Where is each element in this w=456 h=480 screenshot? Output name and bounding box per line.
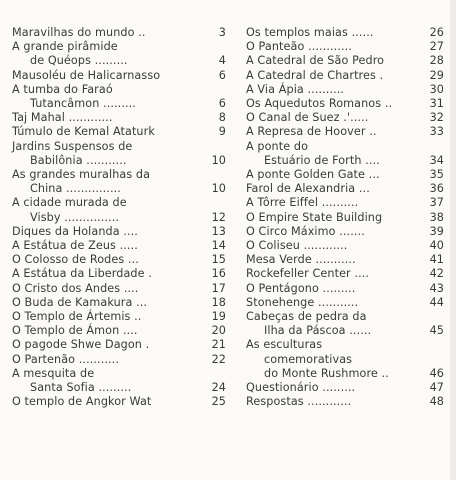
- toc-entry: [12, 26, 226, 40]
- toc-page-number: 14: [211, 239, 226, 253]
- toc-entry-title-line: Jardins Suspensos de: [12, 139, 133, 153]
- toc-page-number: 31: [429, 97, 444, 111]
- toc-page-number: 13: [211, 224, 226, 238]
- toc-entry-title-line: Ilha da Páscoa ......: [264, 324, 372, 338]
- toc-entry: [246, 338, 444, 381]
- toc-entry: [12, 282, 226, 296]
- toc-entry: [246, 310, 444, 338]
- toc-page-number: 26: [429, 26, 444, 39]
- toc-page-number: 27: [429, 40, 444, 54]
- toc-entry-title-line: China ...............: [30, 182, 121, 196]
- toc-page-number: 43: [429, 281, 444, 295]
- toc-entry-title-line: Túmulo de Kemal Ataturk: [12, 125, 155, 139]
- toc-entry-title-line: Stonehenge ...........: [246, 295, 359, 309]
- toc-entry-title-line: O Templo de Ámon ....: [12, 324, 138, 338]
- toc-entry-title-line: A Catedral de São Pedro: [246, 54, 385, 68]
- toc-page-number: 38: [429, 210, 444, 224]
- toc-page-number: 10: [211, 182, 226, 196]
- toc-entry: [12, 225, 226, 239]
- toc-entry: [246, 40, 444, 54]
- toc-left-column: [12, 26, 226, 409]
- toc-entry: [246, 69, 444, 83]
- toc-entry: [246, 267, 444, 281]
- toc-entry: [246, 395, 444, 409]
- toc-entry-title-line: O Pentágono .........: [246, 281, 356, 295]
- toc-entry: [246, 140, 444, 168]
- toc-entry: [246, 225, 444, 239]
- toc-entry-title-line: Diques da Holanda ....: [12, 224, 138, 238]
- toc-page-number: 39: [429, 224, 444, 238]
- toc-entry-title-line: A tumba do Faraó: [12, 82, 113, 96]
- toc-page-number: 41: [429, 253, 444, 267]
- toc-entry-title-line: Respostas ............: [246, 395, 352, 409]
- toc-entry: [12, 111, 226, 125]
- toc-entry-title-line: O templo de Angkor Wat: [12, 395, 152, 409]
- page-edge: [450, 0, 456, 480]
- toc-page-number: 35: [429, 168, 444, 182]
- toc-page-number: 29: [429, 68, 444, 82]
- toc-page-number: 6: [218, 97, 226, 111]
- toc-page-number: 15: [211, 253, 226, 267]
- toc-entry: [246, 111, 444, 125]
- toc-entry-title-line: Estuário de Forth ....: [264, 153, 380, 167]
- toc-entry-title-line: Questionário .........: [246, 381, 356, 395]
- toc-entry: [246, 83, 444, 97]
- toc-page-number: 22: [211, 352, 226, 366]
- toc-entry-title-line: Cabeças de pedra da: [246, 310, 367, 324]
- toc-page-number: 48: [429, 395, 444, 409]
- toc-page-number: 16: [211, 267, 226, 281]
- toc-entry: [12, 83, 226, 111]
- toc-page-number: 21: [211, 338, 226, 352]
- toc-entry-title-line: O Colosso de Rodes ...: [12, 253, 139, 267]
- toc-page-number: 36: [429, 182, 444, 196]
- toc-entry-title-line: Babilônia ...........: [30, 153, 127, 167]
- toc-entry: [246, 253, 444, 267]
- toc-entry-title-line: A ponte Golden Gate ...: [246, 168, 380, 182]
- toc-page-number: 4: [218, 54, 226, 68]
- toc-entry-title-line: Santa Sofia .........: [30, 381, 132, 395]
- toc-entry-title-line: Mausoléu de Halicarnasso: [12, 68, 161, 82]
- toc-entry-title-line: O Panteão ............: [246, 40, 352, 54]
- toc-entry-title-line: Maravilhas do mundo ..: [12, 26, 146, 39]
- toc-entry-title-line: O Buda de Kamakura ...: [12, 295, 148, 309]
- toc-entry: [246, 296, 444, 310]
- toc-entry-title-line: Visby ...............: [30, 210, 120, 224]
- toc-entry: [12, 69, 226, 83]
- toc-entry: [12, 125, 226, 139]
- toc-page-number: 3: [218, 26, 226, 39]
- toc-entry: [246, 196, 444, 210]
- toc-entry-title-line: A Estátua da Liberdade .: [12, 267, 152, 281]
- toc-page-number: 17: [211, 281, 226, 295]
- toc-page-number: 34: [429, 153, 444, 167]
- toc-entry: [12, 239, 226, 253]
- toc-entry: [12, 395, 226, 409]
- toc-entry-title-line: A Via Ápia ..........: [246, 82, 345, 96]
- toc-page-number: 37: [429, 196, 444, 210]
- toc-entry: [246, 97, 444, 111]
- toc-entry: [12, 267, 226, 281]
- toc-entry-title-line: A Tôrre Eiffel ..........: [246, 196, 359, 210]
- toc-page-number: 28: [429, 54, 444, 68]
- toc-page-number: 45: [429, 324, 444, 338]
- toc-entry: [12, 338, 226, 352]
- toc-entry-title-line: A Catedral de Chartres .: [246, 68, 384, 82]
- toc-entry: [246, 168, 444, 182]
- toc-entry: [12, 40, 226, 68]
- toc-entry-title-line: O Cristo dos Andes ....: [12, 281, 139, 295]
- toc-page-number: 10: [211, 153, 226, 167]
- toc-entry-title-line: Mesa Verde ...........: [246, 253, 356, 267]
- toc-entry-title-line: O Canal de Suez .'.....: [246, 111, 369, 125]
- toc-entry: [246, 239, 444, 253]
- toc-page-number: 44: [429, 295, 444, 309]
- toc-entry-title-line: A mesquita de: [12, 366, 95, 380]
- toc-entry-title-line: O Empire State Building: [246, 210, 383, 224]
- toc-entry-title-line: O Templo de Ártemis ..: [12, 310, 142, 324]
- toc-entry-title-line: do Monte Rushmore ..: [264, 366, 389, 380]
- toc-page-number: 32: [429, 111, 444, 125]
- toc-entry-title-line: A ponte do: [246, 139, 309, 153]
- toc-entry-title-line: As grandes muralhas da: [12, 168, 151, 182]
- toc-entry-title-line: de Quéops .........: [30, 54, 128, 68]
- toc-entry: [12, 353, 226, 367]
- toc-entry: [246, 381, 444, 395]
- toc-entry: [12, 196, 226, 224]
- toc-entry: [12, 296, 226, 310]
- toc-page-number: 9: [218, 125, 226, 139]
- toc-page-number: 18: [211, 295, 226, 309]
- toc-entry-title-line: A Represa de Hoover ..: [246, 125, 377, 139]
- toc-page-number: 42: [429, 267, 444, 281]
- toc-page-number: 6: [218, 68, 226, 82]
- toc-entry: [12, 140, 226, 168]
- toc-page-number: 8: [218, 111, 226, 125]
- toc-entry-title-line: A grande pirâmide: [12, 40, 118, 54]
- toc-entry: [12, 367, 226, 395]
- toc-entry: [12, 310, 226, 324]
- toc-entry-title-line: comemorativas: [264, 352, 353, 366]
- toc-entry-title-line: Rockefeller Center ....: [246, 267, 370, 281]
- toc-entry-title-line: O Partenão ...........: [12, 352, 119, 366]
- toc-entry-title-line: Farol de Alexandria ...: [246, 182, 370, 196]
- toc-page-number: 12: [211, 210, 226, 224]
- toc-page-number: 30: [429, 82, 444, 96]
- toc-entry: [12, 324, 226, 338]
- toc-entry-title-line: O Circo Máximo .......: [246, 224, 365, 238]
- toc-entry-title-line: A Estátua de Zeus .....: [12, 239, 138, 253]
- toc-entry: [246, 125, 444, 139]
- toc-page-number: 47: [429, 381, 444, 395]
- toc-page-number: 40: [429, 239, 444, 253]
- toc-entry-title-line: Tutancâmon .........: [30, 97, 136, 111]
- toc-entry: [246, 54, 444, 68]
- toc-entry: [246, 211, 444, 225]
- toc-entry-title-line: Os templos maias ......: [246, 26, 374, 39]
- toc-entry-title-line: As esculturas: [246, 338, 323, 352]
- toc-page-number: 24: [211, 381, 226, 395]
- toc-page-number: 46: [429, 366, 444, 380]
- toc-entry-title-line: O Coliseu ............: [246, 239, 348, 253]
- toc-page-number: 33: [429, 125, 444, 139]
- toc-right-column: [246, 26, 444, 409]
- toc-page-number: 20: [211, 324, 226, 338]
- toc-entry: [246, 26, 444, 40]
- toc-entry: [12, 253, 226, 267]
- toc-page-number: 19: [211, 310, 226, 324]
- toc-entry-title-line: Os Aquedutos Romanos ..: [246, 97, 393, 111]
- toc-entry-title-line: Taj Mahal ............: [12, 111, 113, 125]
- toc-entry-title-line: A cidade murada de: [12, 196, 127, 210]
- toc-entry: [246, 282, 444, 296]
- toc-entry-title-line: O pagode Shwe Dagon .: [12, 338, 150, 352]
- toc-page-number: 25: [211, 395, 226, 409]
- toc-entry: [246, 182, 444, 196]
- toc-entry: [12, 168, 226, 196]
